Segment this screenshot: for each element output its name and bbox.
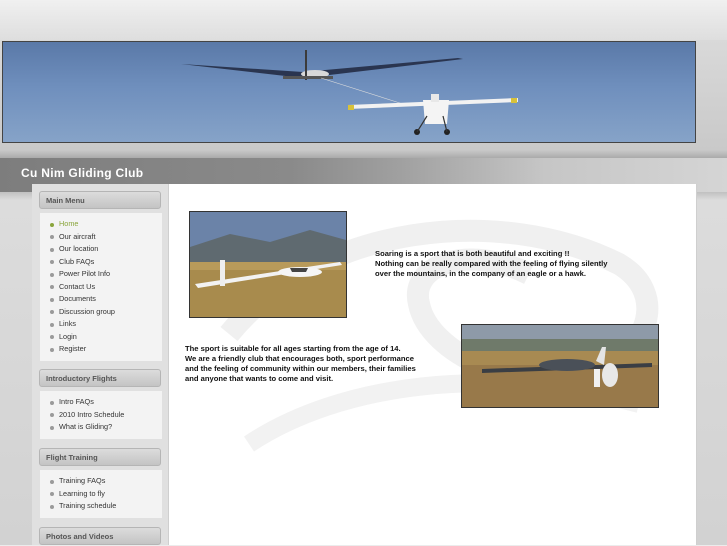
menu-item-our-aircraft[interactable]: Our aircraft — [40, 231, 162, 244]
menu-item-our-location[interactable]: Our location — [40, 243, 162, 256]
community-text-line-1: The sport is suitable for all ages starting from the age of 14. — [185, 344, 401, 353]
menu-item-training-schedule[interactable]: Training schedule — [40, 500, 162, 513]
community-text — [185, 344, 475, 384]
intro-text-line-1: Soaring is a sport that is both beautiful and exciting !! — [375, 249, 570, 258]
sidebar — [32, 184, 168, 545]
menu-item-register[interactable]: Register — [40, 343, 162, 356]
intro-text — [375, 249, 675, 279]
site-title[interactable]: Cu Nim Gliding Club — [21, 166, 144, 180]
tow-plane-and-glider-image — [3, 42, 695, 142]
menu-item-training-faqs[interactable]: Training FAQs — [40, 475, 162, 488]
community-text-line-4: and anyone that wants to come and visit. — [185, 374, 334, 383]
menu-item-home[interactable]: Home — [40, 218, 162, 231]
menu-item-intro-faqs[interactable]: Intro FAQs — [40, 396, 162, 409]
glider-ground-photo — [461, 324, 659, 408]
menu-item-learning-to-fly[interactable]: Learning to fly — [40, 488, 162, 501]
community-text-line-2: We are a friendly club that encourages both, sport performance — [185, 354, 414, 363]
main-menu-header: Main Menu — [39, 191, 161, 209]
intro-flights-menu — [40, 391, 162, 439]
menu-item-discussion-group[interactable]: Discussion group — [40, 306, 162, 319]
flight-training-menu — [40, 470, 162, 518]
intro-flights-header: Introductory Flights — [39, 369, 161, 387]
main-menu — [40, 213, 162, 361]
menu-item-links[interactable]: Links — [40, 318, 162, 331]
menu-item-power-pilot-info[interactable]: Power Pilot Info — [40, 268, 162, 281]
header-banner — [2, 41, 696, 143]
community-text-line-3: and the feeling of community within our members, their families — [185, 364, 416, 373]
menu-item-club-faqs[interactable]: Club FAQs — [40, 256, 162, 269]
menu-item-what-is-gliding[interactable]: What is Gliding? — [40, 421, 162, 434]
intro-text-line-2: Nothing can be really compared with the feeling of flying silently — [375, 259, 608, 268]
header-band — [0, 0, 727, 40]
menu-item-documents[interactable]: Documents — [40, 293, 162, 306]
menu-item-contact-us[interactable]: Contact Us — [40, 281, 162, 294]
intro-text-line-3: over the mountains, in the company of an eagle or a hawk. — [375, 269, 586, 278]
photos-videos-header: Photos and Videos — [39, 527, 161, 545]
flight-training-header: Flight Training — [39, 448, 161, 466]
main-content — [168, 184, 697, 545]
glider-landing-photo — [189, 211, 347, 318]
menu-item-intro-schedule[interactable]: 2010 Intro Schedule — [40, 409, 162, 422]
menu-item-login[interactable]: Login — [40, 331, 162, 344]
